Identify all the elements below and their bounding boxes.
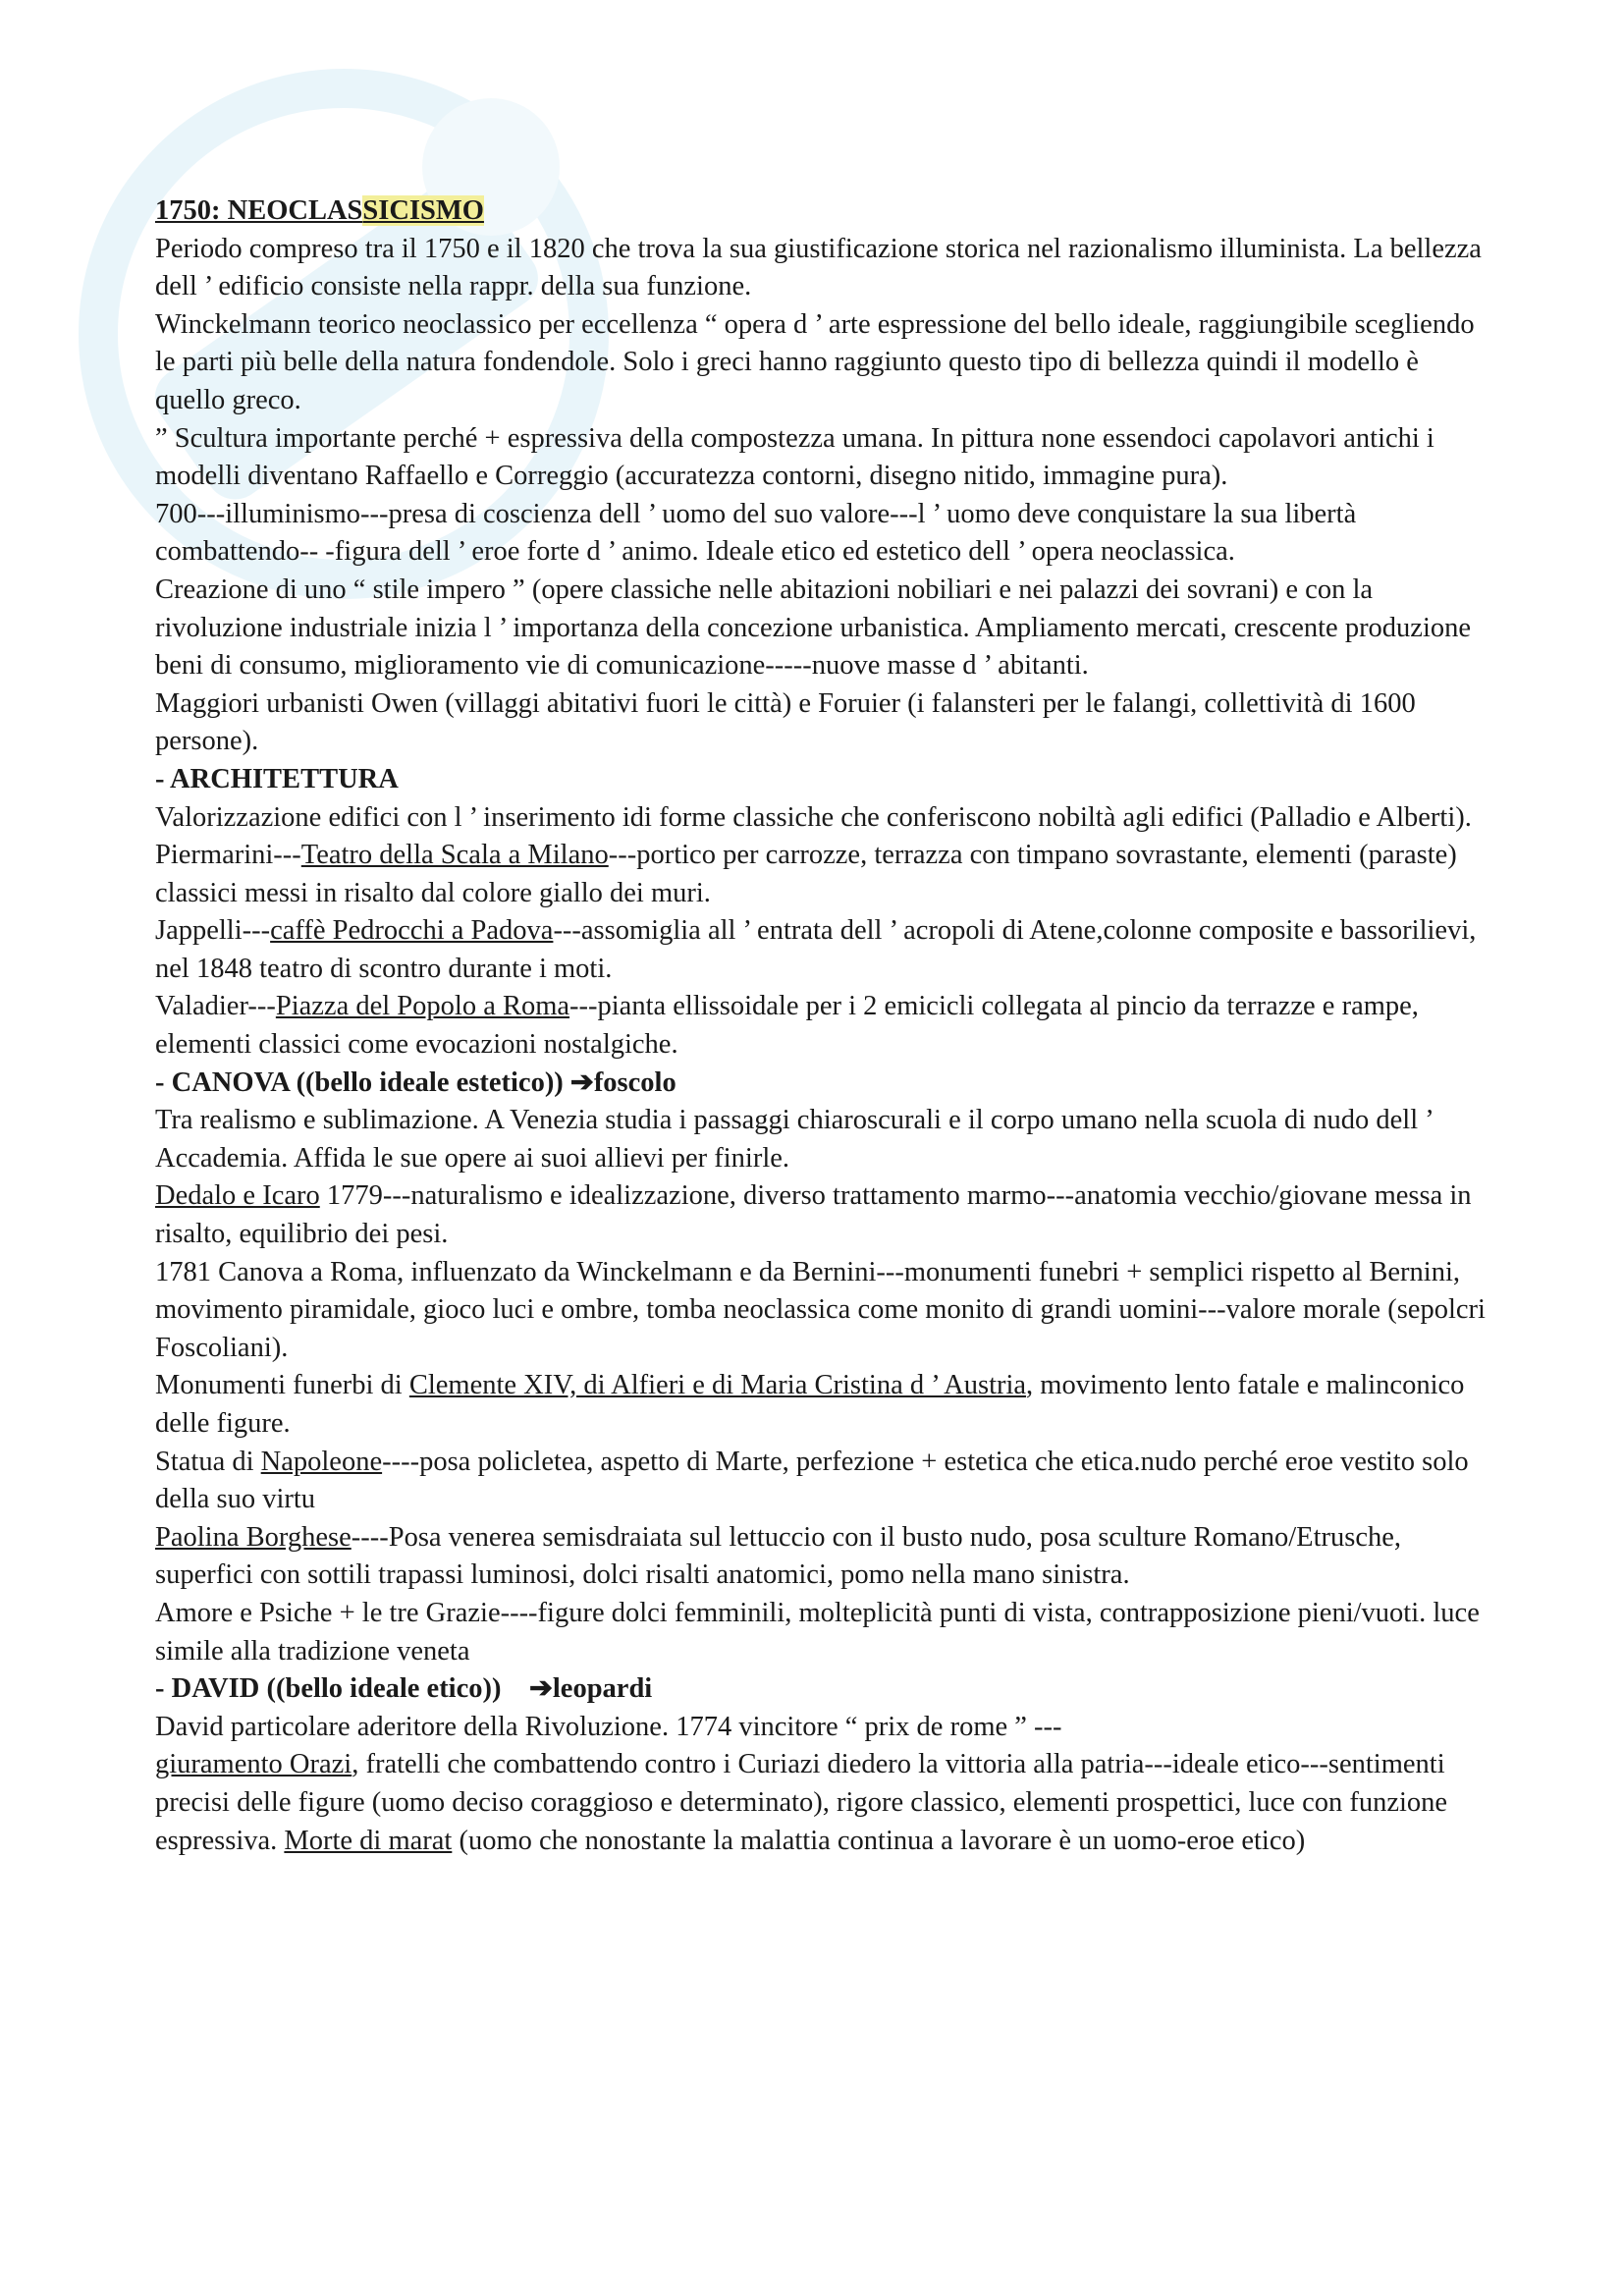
paragraph: Amore e Psiche + le tre Grazie----figure dolci femminili, molteplicità punti di vista, contrapposizione pieni/vuoti. luce simile alla tradizione veneta	[155, 1597, 1480, 1667]
underlined-work: Napoleone	[260, 1446, 383, 1477]
paragraph: 1781 Canova a Roma, influenzato da Winckelmann e da Bernini---monumenti funebri + semplici rispetto al Bernini, movimento piramidale, gioco luci e ombre, tomba neoclassica come monito di grandi uomini---valore morale (sepolcri Foscoliani).	[155, 1256, 1486, 1363]
heading-link-word: leopardi	[552, 1673, 653, 1705]
paragraph	[155, 837, 1490, 912]
underlined-work: Paolina Borghese	[155, 1521, 352, 1553]
paragraph: Periodo compreso tra il 1750 e il 1820 che trova la sua giustificazione storica nel razionalismo illuminista. La bellezza dell ’ edificio consiste nella rappr. della sua funzione.	[155, 233, 1482, 302]
text-run: 1779---naturalismo e idealizzazione, diverso trattamento marmo---anatomia vecchio/giovane messa in risalto, equilibrio dei pesi.	[155, 1180, 1472, 1250]
paragraph	[155, 1444, 1490, 1519]
text-run: Piermarini---	[155, 840, 301, 871]
underlined-work: Teatro della Scala a Milano	[300, 840, 609, 871]
text-run: ---pianta ellissoidale per i 2 emicicli collegata al pincio da terrazze e rampe, elementi classici come evocazioni nostalgiche.	[155, 991, 1419, 1061]
arrow-right-icon: ➔	[569, 1066, 594, 1098]
text-run: , movimento lento fatale e malinconico delle figure.	[155, 1370, 1465, 1439]
text-run: Valadier---	[155, 991, 276, 1022]
text-run: Jappelli---	[155, 915, 271, 947]
underlined-work: caffè Pedrocchi a Padova	[270, 915, 554, 947]
section-heading-canova	[155, 1065, 1490, 1103]
paragraph: Creazione di uno “ stile impero ” (opere classiche nelle abitazioni nobiliari e nei palazzi dei sovrani) e con la rivoluzione industriale inizia l ’ importanza della concezione urbanistica. Ampliamento mercati, crescente produzione beni di consumo, miglioramento vie di comunicazione-----nuove masse d ’ abitanti.	[155, 574, 1472, 682]
paragraph	[155, 1519, 1490, 1595]
paragraph	[155, 1746, 1490, 1860]
paragraph	[155, 912, 1490, 988]
text-run: ----Posa venerea semisdraiata sul lettuccio con il busto nudo, posa sculture Romano/Etrusche, superfici con sottili trapassi luminosi, dolci risalti anatomici, pomo nella mano sinistra.	[155, 1521, 1402, 1591]
document-title	[155, 192, 1490, 231]
paragraph	[155, 1367, 1490, 1443]
paragraph: ” Scultura importante perché + espressiva della compostezza umana. In pittura none essendoci capolavori antichi i modelli diventano Raffaello e Correggio (accuratezza contorni, disegno nitido, immagine pura).	[155, 422, 1434, 492]
document-page	[155, 192, 1490, 1860]
arrow-right-icon: ➔	[528, 1673, 553, 1705]
text-run: Monumenti funerbi di	[155, 1370, 409, 1401]
underlined-work: Morte di marat	[284, 1825, 453, 1856]
heading-text: - DAVID ((bello ideale etico))	[155, 1673, 529, 1705]
paragraph: Tra realismo e sublimazione. A Venezia studia i passaggi chiaroscurali e il corpo umano nella scuola di nudo dell ’ Accademia. Affida le sue opere ai suoi allievi per finirle.	[155, 1105, 1433, 1174]
text-run: ----posa policletea, aspetto di Marte, perfezione + estetica che etica.nudo perché eroe vestito solo della suo virtu	[155, 1446, 1469, 1515]
underlined-work: giuramento Orazi	[155, 1749, 352, 1780]
underlined-work: Piazza del Popolo a Roma	[275, 991, 570, 1022]
section-heading-david	[155, 1670, 1490, 1709]
text-run: Statua di	[155, 1446, 261, 1477]
title-text: 1750: NEOCLAS	[155, 195, 363, 226]
text-run: ---assomiglia all ’ entrata dell ’ acropoli di Atene,colonne composite e bassorilievi, nel 1848 teatro di scontro durante i moti.	[155, 915, 1477, 984]
paragraph: 700---illuminismo---presa di coscienza dell ’ uomo del suo valore---l ’ uomo deve conquistare la sua libertà combattendo-- -figura dell ’ eroe forte d ’ animo. Ideale etico ed estetico dell ’ opera neoclassica.	[155, 498, 1357, 568]
title-highlight: SICISMO	[362, 195, 484, 226]
text-run: ---portico per carrozze, terrazza con timpano sovrastante, elementi (paraste) classici messi in risalto dal colore giallo dei muri.	[155, 840, 1457, 908]
paragraph: Winckelmann teorico neoclassico per eccellenza “ opera d ’ arte espressione del bello ideale, raggiungibile scegliendo le parti più belle della natura fondendole. Solo i greci hanno raggiunto questo tipo di bellezza quindi il modello è quello greco.	[155, 308, 1475, 415]
heading-text: - CANOVA ((bello ideale estetico))	[155, 1066, 570, 1098]
paragraph: Valorizzazione edifici con l ’ inserimento idi forme classiche che conferiscono nobiltà agli edifici (Palladio e Alberti).	[155, 801, 1472, 833]
paragraph	[155, 988, 1490, 1064]
text-run: (uomo che nonostante la malattia continua a lavorare è un uomo-eroe etico)	[452, 1825, 1306, 1856]
paragraph: David particolare aderitore della Rivoluzione. 1774 vincitore “ prix de rome ” ---	[155, 1711, 1062, 1742]
underlined-work: Clemente XIV, di Alfieri e di Maria Cristina d ’ Austria	[408, 1370, 1027, 1401]
paragraph: Maggiori urbanisti Owen (villaggi abitativi fuori le città) e Foruier (i falansteri per le falangi, collettività di 1600 persone).	[155, 687, 1416, 757]
section-heading-architettura: - ARCHITETTURA	[155, 763, 399, 794]
text-run: , fratelli che combattendo contro i Curiazi diedero la vittoria alla patria---ideale etico---sentimenti precisi delle figure (uomo deciso coraggioso e determinato), rigore classico, elementi prospettici, luce con funzione espressiva.	[155, 1749, 1448, 1856]
paragraph	[155, 1177, 1490, 1253]
heading-link-word: foscolo	[593, 1066, 676, 1098]
underlined-work: Dedalo e Icaro	[155, 1180, 320, 1212]
